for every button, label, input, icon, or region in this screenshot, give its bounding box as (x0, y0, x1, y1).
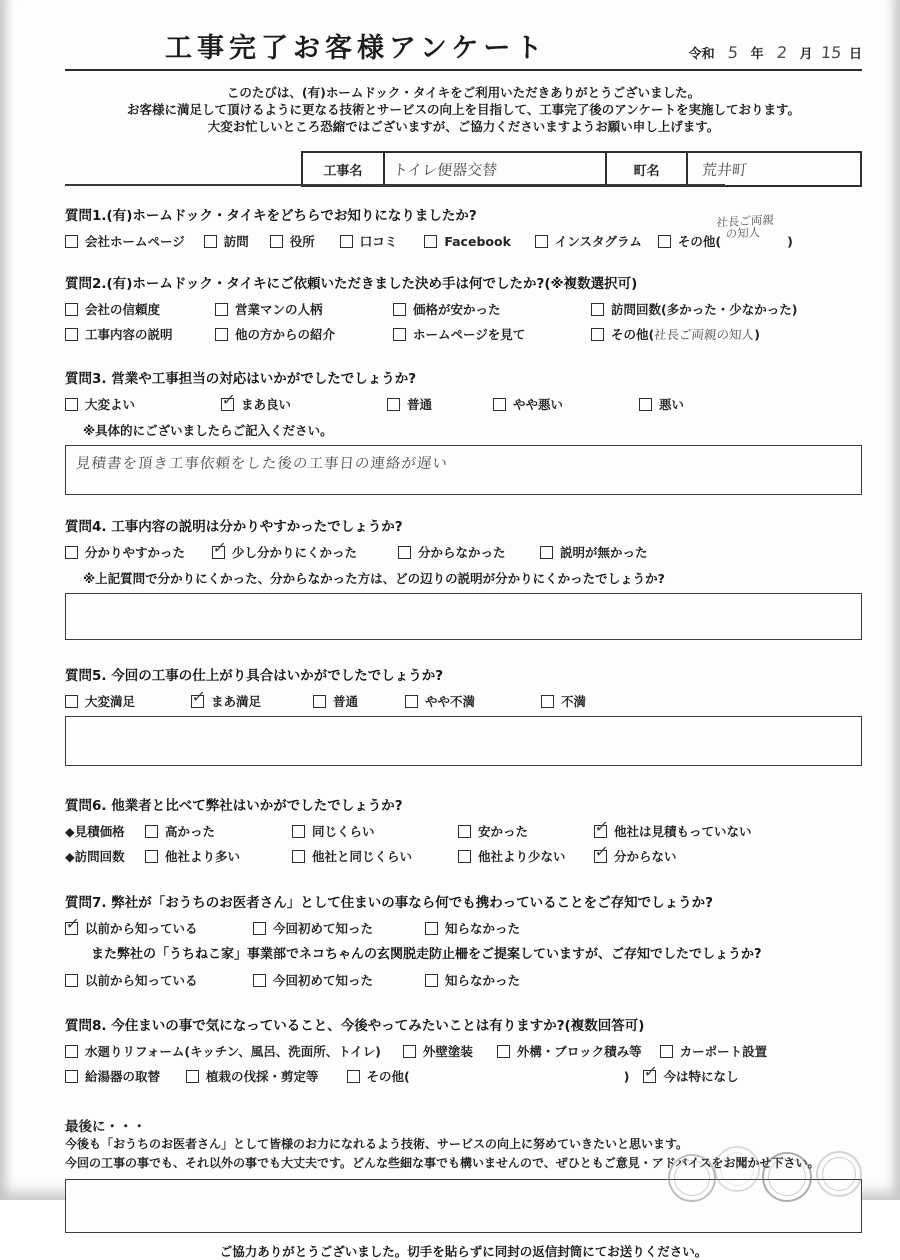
option-fairly-satisfied (190, 686, 313, 710)
question-8 (65, 1017, 862, 1085)
question-2-row2 (65, 325, 862, 343)
option-water-heater-replacement (65, 1067, 160, 1085)
checkbox-icon (65, 974, 78, 987)
option-word-of-mouth (340, 232, 398, 250)
checkbox-icon (425, 922, 438, 935)
option-label: 同じくらい (312, 824, 375, 839)
check-mark-icon: ✓ (211, 537, 228, 557)
option-label: 分かりやすかった (85, 545, 186, 560)
question-3-answer-box (65, 445, 862, 495)
option-dont-know (593, 841, 862, 865)
option-work-explanation (65, 325, 215, 343)
checkbox-checked-icon (64, 913, 81, 935)
checkbox-icon (65, 328, 78, 341)
page-content (65, 26, 862, 1260)
date-era-label: 令和 (688, 47, 715, 62)
date-day-label: 日 (848, 47, 862, 62)
check-mark-icon: ✓ (64, 913, 81, 933)
question-4 (65, 518, 862, 640)
option-other (347, 1067, 630, 1085)
option-label: やや不満 (425, 694, 476, 709)
checkbox-icon (215, 328, 228, 341)
handwritten-answer: 見積書を頂き工事依頼をした後の工事日の連絡が遅い (75, 456, 449, 472)
intro-text (65, 84, 862, 135)
closing-line: 今後も「おうちのお医者さん」として皆様のお力になれるよう技術、サービスの向上に努めていきたいと思います。 (65, 1137, 689, 1151)
question-5-options (65, 686, 862, 710)
option-was-expensive (145, 822, 292, 840)
project-info-table (301, 151, 862, 187)
option-label: 分からない (614, 849, 677, 864)
option-label: 今回初めて知った (273, 921, 374, 936)
checkbox-icon (65, 303, 78, 316)
hanko-stamp-icon (816, 1151, 862, 1197)
checkbox-icon (425, 974, 438, 987)
checkbox-icon (591, 303, 604, 316)
option-learned-this-time (253, 919, 425, 937)
checkbox-icon (660, 1045, 673, 1058)
checkbox-icon (393, 328, 406, 341)
option-label: カーポート設置 (679, 1044, 768, 1059)
checkbox-checked-icon (593, 816, 610, 838)
option-label: やや悪い (513, 397, 564, 412)
header (65, 26, 862, 65)
question-8-row1 (65, 1042, 862, 1060)
option-label: 知らなかった (445, 921, 521, 936)
work-name-value: トイレ便器交替 (383, 153, 605, 185)
option-did-not-know (425, 971, 862, 989)
question-7-subtitle: また弊社の「うちねこ家」事業部でネコちゃんの玄関脱走防止柵をご提案していますが、ご存知でしたでしょうか? (91, 947, 762, 962)
checkbox-icon (405, 695, 418, 708)
checkbox-icon (535, 235, 548, 248)
option-other (658, 212, 793, 250)
question-5-answer-box (65, 716, 862, 766)
checkbox-icon (387, 398, 400, 411)
option-knew-before (65, 971, 253, 989)
checkbox-icon (497, 1045, 510, 1058)
option-label: 他社は見積もっていない (614, 824, 752, 839)
option-city-office (270, 232, 315, 250)
option-label: 悪い (659, 397, 685, 412)
checkbox-icon (270, 235, 283, 248)
option-label: 外構・ブロック積み等 (516, 1044, 642, 1059)
town-name-label: 町名 (605, 153, 687, 185)
option-label: 給湯器の取替 (85, 1069, 161, 1084)
checkbox-icon (541, 695, 554, 708)
checkbox-icon (458, 850, 471, 863)
option-label: 他の方からの紹介 (235, 327, 336, 342)
checkbox-checked-icon (643, 1061, 660, 1083)
option-label: 不満 (561, 694, 587, 709)
option-planting-pruning (186, 1067, 319, 1085)
option-carport-installation (660, 1042, 768, 1060)
checkbox-icon (493, 398, 506, 411)
question-4-title: 質問4. 工事内容の説明は分かりやすかったでしょうか? (65, 519, 403, 535)
question-3-title: 質問3. 営業や工事担当の対応はいかがでしたでしょうか? (65, 371, 417, 387)
work-name-label: 工事名 (323, 163, 363, 179)
town-name-value: 荒井町 (686, 153, 860, 185)
checkbox-icon (215, 303, 228, 316)
checkbox-icon (65, 546, 78, 559)
checkbox-icon (65, 398, 78, 411)
option-about-same (292, 822, 458, 840)
option-label: 安かった (478, 824, 529, 839)
question-5 (65, 667, 862, 766)
option-referral (215, 325, 393, 343)
question-4-options (65, 537, 862, 561)
option-label: まあ良い (241, 397, 292, 412)
option-label: 訪問回数(多かった・少なかった) (611, 302, 798, 317)
option-normal (387, 395, 493, 413)
option-exterior-block-work (497, 1042, 642, 1060)
option-easy-to-understand (65, 543, 212, 561)
checkbox-icon (204, 235, 217, 248)
question-6 (65, 797, 862, 865)
option-slightly-hard (211, 537, 398, 561)
option-was-cheap (458, 822, 594, 840)
option-very-good (65, 395, 221, 413)
handwritten-line: 社長ご両親 (715, 212, 775, 230)
option-somewhat-unsatisfied (405, 692, 541, 710)
option-label: 大変満足 (85, 694, 136, 709)
option-label: 口コミ (359, 234, 398, 249)
option-no-explanation (540, 543, 862, 561)
checkbox-icon (65, 695, 78, 708)
question-2-title: 質問2.(有)ホームドック・タイキにご依頼いただきました決め手は何でしたか?(※複数選択可) (65, 276, 638, 292)
option-label: 普通 (333, 694, 359, 709)
date-year-handwritten: 5 (726, 43, 739, 62)
question-1-title: 質問1.(有)ホームドック・タイキをどちらでお知りになりましたか? (65, 208, 477, 224)
option-label: 知らなかった (445, 973, 521, 988)
checkbox-icon (540, 546, 553, 559)
question-8-row2 (65, 1061, 862, 1085)
question-3 (65, 370, 862, 495)
question-1 (65, 207, 862, 250)
intro-line: このたびは、(有)ホームドック・タイキをご利用いただきありがとうございました。 (226, 85, 701, 100)
checkbox-icon (186, 1070, 199, 1083)
paren-close: ) (754, 326, 760, 342)
option-label: まあ満足 (211, 694, 262, 709)
check-mark-icon: ✓ (643, 1061, 660, 1081)
handwritten-line: の知人 (725, 225, 761, 242)
option-label: 会社の信頼度 (85, 302, 161, 317)
option-cheap-price (393, 300, 591, 318)
option-very-satisfied (65, 692, 191, 710)
option-label: 分からなかった (418, 545, 506, 560)
option-learned-this-time (253, 971, 425, 989)
option-label: ホームページを見て (413, 327, 526, 342)
option-water-area-reform (65, 1042, 381, 1060)
question-5-title: 質問5. 今回の工事の仕上がり具合はいかがでしたでしょうか? (65, 668, 444, 684)
checkbox-icon (403, 1045, 416, 1058)
visit-count-label: ◆訪問回数 (65, 849, 125, 864)
option-label: 外壁塗装 (422, 1044, 473, 1059)
question-6-row1 (65, 816, 862, 840)
checkbox-checked-icon (211, 537, 228, 559)
option-visit (204, 232, 249, 250)
option-label: 以前から知っている (85, 973, 198, 988)
date-line (689, 43, 862, 65)
checkbox-icon (340, 235, 353, 248)
option-label: 訪問 (223, 234, 249, 249)
page-title: 工事完了お客様アンケート (165, 33, 548, 64)
option-company-trust (65, 300, 215, 318)
question-7-options1 (64, 913, 862, 937)
checkbox-icon (347, 1070, 360, 1083)
option-fairly-good (220, 389, 387, 413)
header-underline (65, 69, 862, 71)
option-normal (313, 692, 405, 710)
option-saw-homepage (393, 325, 591, 343)
intro-line: お客様に満足して頂けるように更なる技術とサービスの向上を目指して、工事完了後のアンケートを実施しております。 (126, 102, 800, 117)
option-label: 高かった (165, 824, 216, 839)
option-did-not-understand (398, 543, 540, 561)
option-label: 役所 (289, 234, 315, 249)
option-salesman-character (215, 300, 393, 318)
option-label: 工事内容の説明 (85, 327, 173, 342)
other-handwritten-note (715, 213, 774, 240)
checkbox-icon (393, 303, 406, 316)
checkbox-icon (658, 235, 671, 248)
checkbox-icon (398, 546, 411, 559)
check-mark-icon: ✓ (190, 686, 207, 706)
option-label: 他社より少ない (478, 849, 566, 864)
checkbox-icon (65, 1045, 78, 1058)
hanko-stamp-icon (762, 1152, 812, 1202)
checkbox-icon (458, 825, 471, 838)
option-label: インスタグラム (554, 234, 642, 249)
checkbox-icon (313, 695, 326, 708)
check-mark-icon: ✓ (593, 841, 610, 861)
option-label: その他( (366, 1069, 410, 1084)
check-mark-icon: ✓ (593, 816, 610, 836)
date-month-label: 月 (799, 47, 813, 62)
footer-thanks-text: ご協力ありがとうございました。切手を貼らずに同封の返信封筒にてお送りください。 (219, 1244, 708, 1259)
checkbox-checked-icon (220, 389, 237, 411)
option-company-homepage (65, 232, 185, 250)
option-label: 大変よい (85, 397, 136, 412)
checkbox-checked-icon (593, 841, 610, 863)
question-7 (65, 894, 862, 989)
option-label: その他( (677, 234, 722, 249)
option-label: 今回初めて知った (273, 973, 374, 988)
option-label: 普通 (407, 397, 433, 412)
checkbox-icon (253, 922, 266, 935)
date-day-handwritten: 15 (819, 43, 842, 62)
checkbox-icon (292, 850, 305, 863)
question-6-row2 (65, 841, 862, 865)
closing-heading: 最後に・・・ (65, 1119, 146, 1135)
checkbox-icon (424, 235, 437, 248)
question-3-options (65, 389, 862, 413)
option-label: 営業マンの人柄 (235, 302, 323, 317)
option-label: 以前から知っている (85, 921, 198, 936)
option-somewhat-bad (493, 395, 639, 413)
checkbox-checked-icon (190, 686, 207, 708)
option-visit-count (591, 300, 862, 318)
option-facebook (424, 234, 511, 249)
checkbox-icon (145, 825, 158, 838)
option-label: 水廻りリフォーム(キッチン、風呂、洗面所、トイレ) (85, 1044, 381, 1059)
option-knew-before (64, 913, 253, 937)
option-same-as-others (292, 847, 458, 865)
option-label: その他( (611, 327, 655, 342)
option-label: 今は特になし (663, 1069, 739, 1084)
question-7-options2 (65, 971, 862, 989)
option-label: 会社ホームページ (85, 234, 185, 249)
checkbox-icon (65, 1070, 78, 1083)
checkbox-icon (639, 398, 652, 411)
option-nothing-for-now (643, 1061, 739, 1085)
question-3-note: ※具体的にございましたらご記入ください。 (83, 423, 333, 438)
question-4-answer-box (65, 593, 862, 640)
option-label: Facebook (444, 233, 511, 249)
question-7-title: 質問7. 弊社が「おうちのお医者さん」として住まいの事なら何でも携わっていることをご存知でしょうか? (65, 895, 713, 911)
checkbox-icon (591, 328, 604, 341)
question-6-title: 質問6. 他業者と比べて弊社はいかがでしたでしょうか? (65, 798, 403, 814)
estimate-price-label: ◆見積価格 (65, 824, 125, 839)
question-4-note: ※上記質問で分かりにくかった、分からなかった方は、どの辺りの説明が分かりにくかったでしょうか? (83, 571, 665, 586)
option-exterior-painting (403, 1042, 473, 1060)
checkbox-icon (253, 974, 266, 987)
paren-close: ) (623, 1068, 630, 1084)
option-label: 少し分かりにくかった (232, 545, 358, 560)
option-label: 他社より多い (165, 849, 241, 864)
option-more-than-others (145, 847, 292, 865)
option-unsatisfied (541, 692, 862, 710)
question-2 (65, 275, 862, 343)
option-other (591, 325, 862, 343)
option-fewer-than-others (458, 847, 594, 865)
option-label: 植栽の伐採・剪定等 (206, 1069, 319, 1084)
option-label: 価格が安かった (413, 302, 501, 317)
intro-line: 大変お忙しいところ恐縮ではございますが、ご協力くださいますようお願い申し上げます。 (207, 119, 720, 134)
closing-line: 今回の工事の事でも、それ以外の事でも大丈夫です。どんな些細な事でも構いませんので、ぜひともご意見・アドバイスをお聞かせ下さい。 (65, 1156, 820, 1170)
hanko-stamp-icon (665, 1151, 719, 1205)
date-month-handwritten: 2 (775, 43, 788, 62)
option-label: 他社と同じくらい (312, 849, 413, 864)
option-instagram (535, 232, 642, 250)
question-8-title: 質問8. 今住まいの事で気になっていること、今後やってみたいことは有りますか?(複数回答可) (65, 1018, 645, 1034)
option-label: 説明が無かった (560, 545, 648, 560)
date-year-label: 年 (750, 47, 764, 62)
paren-close: ) (787, 233, 793, 249)
checkbox-icon (65, 235, 78, 248)
question-2-row1 (65, 300, 862, 318)
hanko-stamp-icon (714, 1146, 760, 1192)
stamp-row (668, 1146, 862, 1202)
option-no-other-estimate (593, 816, 862, 840)
other-handwritten-value: 社長ご両親の知人 (653, 327, 755, 342)
option-did-not-know (425, 919, 862, 937)
checkbox-icon (145, 850, 158, 863)
checkbox-icon (292, 825, 305, 838)
option-bad (639, 395, 862, 413)
check-mark-icon: ✓ (220, 389, 237, 409)
